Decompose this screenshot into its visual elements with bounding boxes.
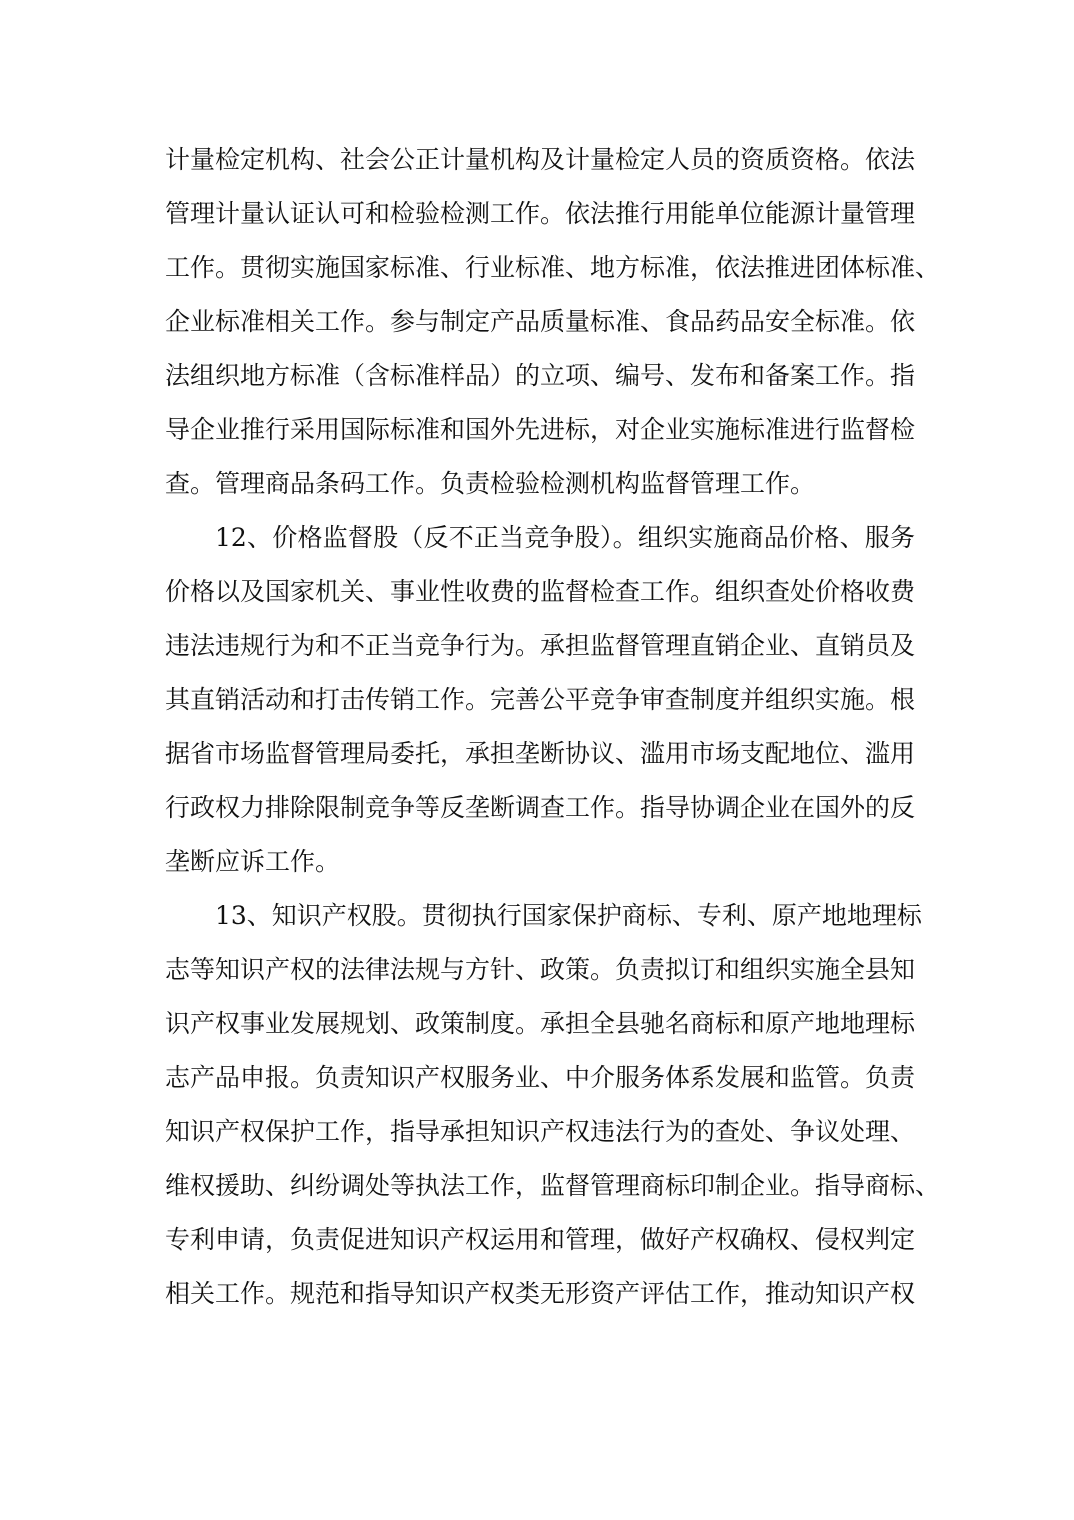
text-line: 相关工作。规范和指导知识产权类无形资产评估工作，推动知识产权 [165,1279,916,1308]
text-line: 查。管理商品条码工作。负责检验检测机构监督管理工作。 [165,469,816,498]
text-line: 知识产权保护工作，指导承担知识产权违法行为的查处、争议处理、 [165,1117,916,1146]
text-line: 识产权事业发展规划、政策制度。承担全县驰名商标和原产地地理标 [165,1009,916,1038]
text-line: 违法违规行为和不正当竞争行为。承担监督管理直销企业、直销员及 [165,631,916,660]
text-line: 维权援助、纠纷调处等执法工作，监督管理商标印制企业。指导商标、 [165,1171,941,1200]
text-line: 志等知识产权的法律法规与方针、政策。负责拟订和组织实施全县知 [165,955,916,984]
text-line: 其直销活动和打击传销工作。完善公平竞争审查制度并组织实施。根 [165,685,916,714]
text-line: 垄断应诉工作。 [165,847,341,876]
paragraph-metrology-standards [165,133,941,511]
text-line: 13、知识产权股。贯彻执行国家保护商标、专利、原产地地理标 [215,901,922,930]
text-line: 12、价格监督股（反不正当竞争股）。组织实施商品价格、服务 [215,523,915,552]
text-line: 工作。贯彻实施国家标准、行业标准、地方标准，依法推进团体标准、 [165,253,941,282]
text-line: 行政权力排除限制竞争等反垄断调查工作。指导协调企业在国外的反 [165,793,916,822]
text-line: 价格以及国家机关、事业性收费的监督检查工作。组织查处价格收费 [165,577,916,606]
text-line: 管理计量认证认可和检验检测工作。依法推行用能单位能源计量管理 [165,199,916,228]
text-line: 法组织地方标准（含标准样品）的立项、编号、发布和备案工作。指 [165,361,916,390]
text-line: 企业标准相关工作。参与制定产品质量标准、食品药品安全标准。依 [165,307,916,336]
text-line: 据省市场监督管理局委托，承担垄断协议、滥用市场支配地位、滥用 [165,739,916,768]
text-line: 计量检定机构、社会公正计量机构及计量检定人员的资质资格。依法 [165,145,916,174]
document-body [165,133,941,1321]
text-line: 志产品申报。负责知识产权服务业、中介服务体系发展和监管。负责 [165,1063,916,1092]
paragraph-price-supervision [165,511,915,889]
text-line: 导企业推行采用国际标准和国外先进标，对企业实施标准进行监督检 [165,415,916,444]
paragraph-intellectual-property [165,889,941,1321]
text-line: 专利申请，负责促进知识产权运用和管理，做好产权确权、侵权判定 [165,1225,916,1254]
